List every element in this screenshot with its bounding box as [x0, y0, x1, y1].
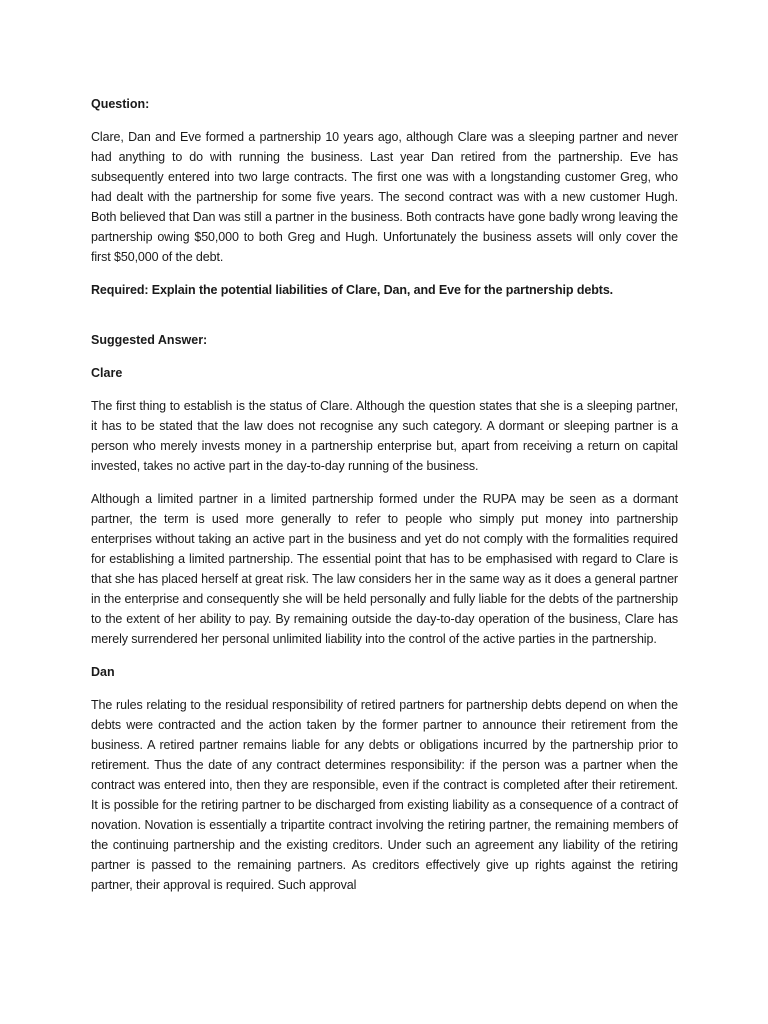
- question-body: Clare, Dan and Eve formed a partnership 10 years ago, although Clare was a sleeping partner and never had anything to do with running the business. Last year Dan retired from the partnership. Eve has subsequently entered into two large contracts. The first one was with a longstanding customer Greg, who had dealt with the partnership for some five years. The second contract was with a new customer Hugh. Both believed that Dan was still a partner in the business. Both contracts have gone badly wrong leaving the partnership owing $50,000 to both Greg and Hugh. Unfortunately the business assets will only cover the first $50,000 of the debt.: [91, 130, 678, 264]
- clare-paragraph-1: The first thing to establish is the status of Clare. Although the question states that she is a sleeping partner, it has to be stated that the law does not recognise any such category. A dormant or sleeping partner is a person who merely invests money in a partnership enterprise but, apart from receiving a return on capital invested, takes no active part in the day-to-day running of the business.: [91, 399, 678, 473]
- clare-subheading: Clare: [91, 366, 123, 380]
- question-heading: Question:: [91, 97, 150, 111]
- clare-paragraph-2: Although a limited partner in a limited partnership formed under the RUPA may be seen as a dormant partner, the term is used more generally to refer to people who simply put money into partnership enterprises without taking an active part in the business and yet do not comply with the formalities required for establishing a limited partnership. The essential point that has to be emphasised with regard to Clare is that she has placed herself at great risk. The law considers her in the same way as it does a general partner in the enterprise and consequently she will be held personally and fully liable for the debts of the partnership to the extent of her ability to pay. By remaining outside the day-to-day operation of the business, Clare has merely surrendered her personal unlimited liability into the control of the active parties in the partnership.: [91, 492, 678, 646]
- suggested-answer-heading: Suggested Answer:: [91, 333, 208, 347]
- dan-paragraph-1: The rules relating to the residual responsibility of retired partners for partnership debts depend on when the debts were contracted and the action taken by the former partner to announce their retirement from the business. A retired partner remains liable for any debts or obligations incurred by the partnership prior to retirement. Thus the date of any contract determines responsibility: if the person was a partner when the contract was entered into, then they are responsible, even if the contract is completed after their retirement. It is possible for the retiring partner to be discharged from existing liability as a consequence of a contract of novation. Novation is essentially a tripartite contract involving the retiring partner, the remaining members of the continuing partnership and the existing creditors. Under such an agreement any liability of the retiring partner is passed to the remaining partners. As creditors effectively give up rights against the retiring partner, their approval is required. Such approval: [91, 698, 678, 892]
- required-statement: Required: Explain the potential liabilities of Clare, Dan, and Eve for the partnership debts.: [91, 283, 614, 297]
- dan-subheading: Dan: [91, 665, 115, 679]
- document-page: [91, 94, 678, 908]
